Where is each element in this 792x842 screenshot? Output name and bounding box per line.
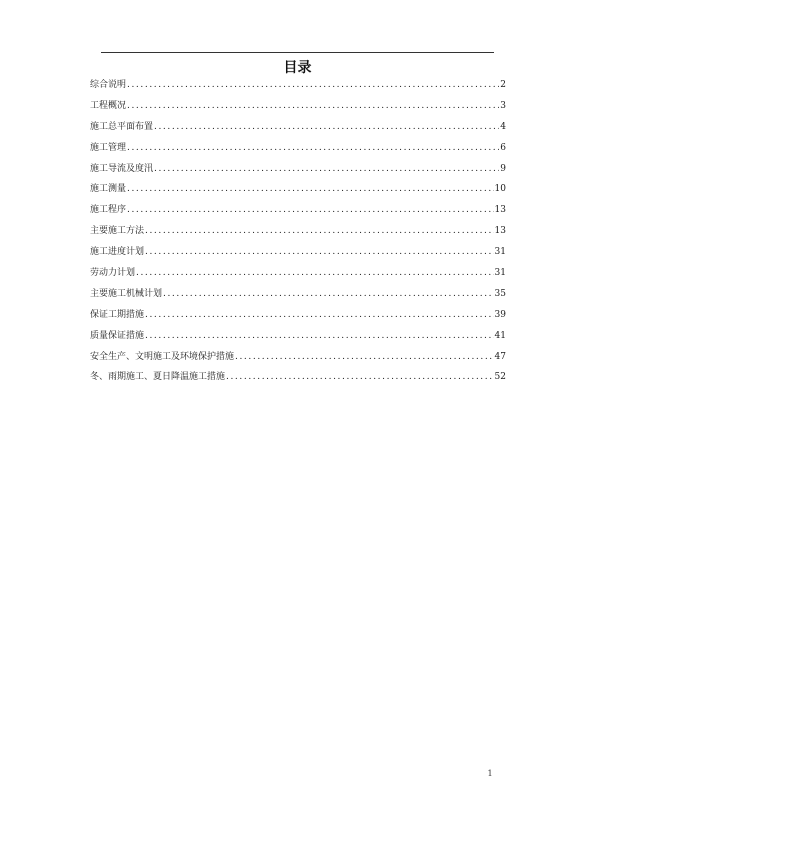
toc-entry-page: 6 [500,142,506,153]
toc-dot-leader [127,180,494,198]
toc-entry-overview-notes[interactable] [90,76,506,97]
toc-entry-label: 综合说明 [90,80,127,90]
page-number: 1 [487,769,493,778]
toc-entry-surveying[interactable] [90,180,506,201]
toc-dot-leader [163,285,494,303]
toc-dot-leader [154,118,499,136]
toc-entry-machinery-plan[interactable] [90,285,506,306]
header-rule [101,52,494,53]
toc-entry-label: 质量保证措施 [90,330,145,341]
toc-entry-label: 施工导流及度汛 [90,163,154,174]
toc-entry-page: 47 [494,351,506,362]
toc-entry-labor-plan[interactable] [90,264,506,285]
toc-dot-leader [145,222,494,240]
toc-entry-construction-sequence[interactable] [90,201,506,222]
toc-entry-label: 冬、雨期施工、夏日降温施工措施 [90,372,226,383]
toc-entry-project-overview[interactable] [90,97,506,118]
toc-entry-page: 31 [494,268,506,279]
toc-dot-leader [145,243,494,261]
toc-entry-schedule-assurance[interactable] [90,306,506,327]
toc-entry-page: 3 [500,100,506,111]
toc-entry-page: 13 [494,205,506,216]
toc-entry-label: 施工程序 [90,205,127,216]
toc-entry-page: 39 [494,309,506,320]
toc-dot-leader [127,76,499,94]
toc-entry-label: 保证工期措施 [90,309,145,320]
toc-entry-schedule[interactable] [90,243,506,264]
toc-entry-page: 10 [494,184,506,195]
toc-dot-leader [127,97,499,115]
toc-entry-page: 52 [494,372,506,383]
toc-title: 目录 [283,60,312,76]
toc-entry-label: 施工进度计划 [90,247,145,258]
toc-dot-leader [136,264,494,282]
toc-dot-leader [145,327,494,345]
toc-dot-leader [127,201,494,219]
toc-dot-leader [127,139,499,157]
toc-entry-page: 9 [500,163,506,174]
toc-entry-label: 施工总平面布置 [90,121,154,132]
toc-entry-label: 工程概况 [90,100,127,111]
toc-entry-main-methods[interactable] [90,222,506,243]
toc-dot-leader [154,160,499,178]
toc-entry-page: 13 [494,226,506,237]
toc-entry-page: 31 [494,247,506,258]
toc-entry-page: 41 [494,330,506,341]
table-of-contents [90,76,506,389]
toc-entry-construction-management[interactable] [90,139,506,160]
toc-entry-site-layout[interactable] [90,118,506,139]
toc-dot-leader [235,348,494,366]
toc-entry-label: 施工测量 [90,184,127,195]
toc-entry-label: 主要施工方法 [90,226,145,237]
toc-entry-seasonal-measures[interactable] [90,368,506,389]
toc-entry-page: 2 [500,80,506,90]
toc-entry-label: 主要施工机械计划 [90,288,163,299]
toc-entry-page: 4 [500,121,506,132]
toc-entry-label: 施工管理 [90,142,127,153]
toc-dot-leader [145,306,494,324]
toc-entry-label: 劳动力计划 [90,268,136,279]
toc-entry-diversion-flood[interactable] [90,160,506,181]
toc-entry-page: 35 [494,288,506,299]
toc-entry-label: 安全生产、文明施工及环境保护措施 [90,351,235,362]
toc-entry-safety-environment[interactable] [90,348,506,369]
toc-entry-quality-assurance[interactable] [90,327,506,348]
toc-dot-leader [226,368,494,386]
